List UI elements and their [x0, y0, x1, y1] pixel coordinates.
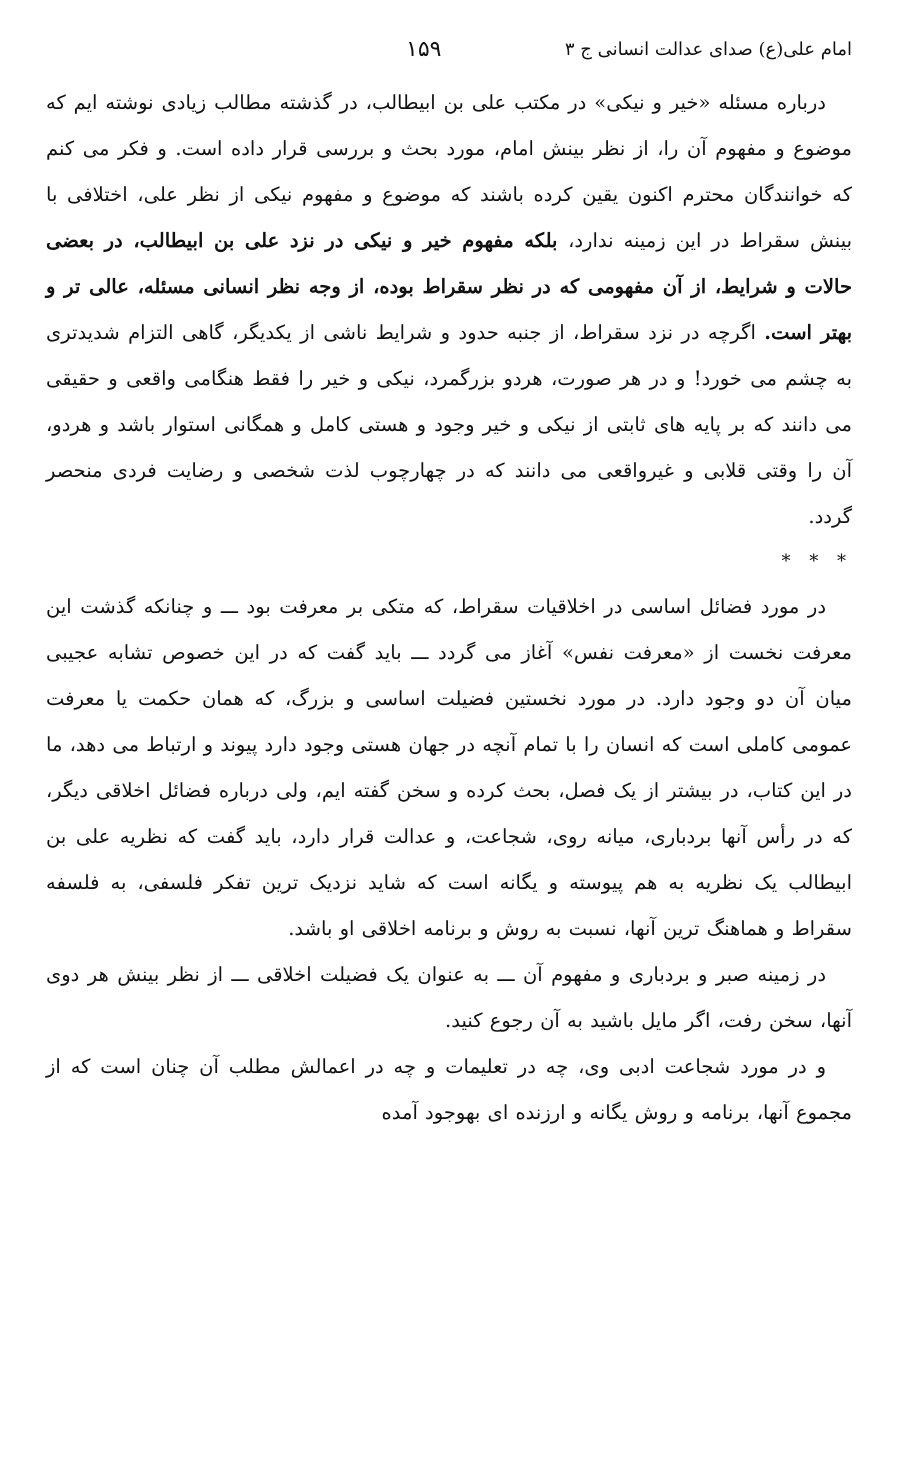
- running-header: [46, 36, 852, 76]
- header-title: امام علی(ع) صدای عدالت انسانی ج ۳: [564, 39, 852, 60]
- paragraph-1-text-a: درباره مسئله «خیر و نیکی» در مکتب علی بن ابیطالب، در گذشته مطالب زیادی نوشته ایم که موضوع و مفهوم آن را، از نظر بینش امام، مورد بحث و بررسی قرار داده است. و فکر می کنم که خوانندگان محترم اکنون یقین کرده باشند که موضوع و مفهوم نیکی از نظر علی، اختلافی با بینش سقراط در این زمینه ندارد،: [46, 91, 853, 252]
- paragraph-3: در زمینه صبر و بردباری و مفهوم آن ـــ به عنوان یک فضیلت اخلاقی ـــ از نظر بینش هر دوی آنها، سخن رفت، اگر مایل باشید به آن رجوع کنید.: [46, 963, 852, 1032]
- page-number: ۱۵۹: [406, 37, 442, 62]
- paragraph-4: و در مورد شجاعت ادبی وی، چه در تعلیمات و چه در اعمالش مطلب آن چنان است که از مجموع آنها، برنامه و روش یگانه و ارزنده ای بهوجود آمده: [46, 1055, 852, 1124]
- section-separator: * * *: [781, 551, 852, 572]
- paragraph-1: [46, 80, 852, 540]
- body-text: [46, 80, 852, 1136]
- paragraph-2: در مورد فضائل اساسی در اخلاقیات سقراط، که متکی بر معرفت بود ـــ و چنانکه گذشت این معرفت نخست از «معرفت نفس» آغاز می گردد ـــ باید گفت که در این خصوص تشابه عجیبی میان آن دو وجود دارد. در مورد نخستین فضیلت اساسی و بزرگ، که همان حکمت یا معرفت عمومی کاملی است که انسان را با تمام آنچه در جهان هستی وجود دارد پیوند و ارتباط می دهد، ما در این کتاب، در بیشتر از یک فصل، بحث کرده و سخن گفته ایم، ولی درباره فضائل اخلاقی دیگر، که در رأس آنها بردباری، میانه روی، شجاعت، و عدالت قرار دارد، باید گفت که نظریه علی بن ابیطالب یک نظریه به هم پیوسته و یگانه است که شاید نزدیک ترین تفکر فلسفی، به فلسفه سقراط و هماهنگ ترین آنها، نسبت به روش و برنامه اخلاقی او باشد.: [46, 595, 852, 940]
- paragraph-1-text-b: اگرچه در نزد سقراط، از جنبه حدود و شرایط ناشی از یکدیگر، گاهی التزام شدیدتری به چشم می خورد! و در هر صورت، هردو بزرگمرد، نیکی و خیر را فقط هنگامی واقعی و حقیقی می دانند که بر پایه های ثابتی از نیکی و خیر وجود و هستی کامل و همگانی استوار باشد و هردو، آن را وقتی قلابی و غیرواقعی می دانند که در چهارچوب لذت شخصی و رضایت فردی منحصر گردد.: [46, 321, 852, 528]
- paragraph-1-bold-text: بلکه مفهوم خیر و نیکی در نزد علی بن ابیطالب، در بعضی حالات و شرایط، از آن مفهومی که در نظر سقراط بوده، از وجه نظر انسانی مسئله، عالی تر و بهتر است.: [46, 229, 852, 344]
